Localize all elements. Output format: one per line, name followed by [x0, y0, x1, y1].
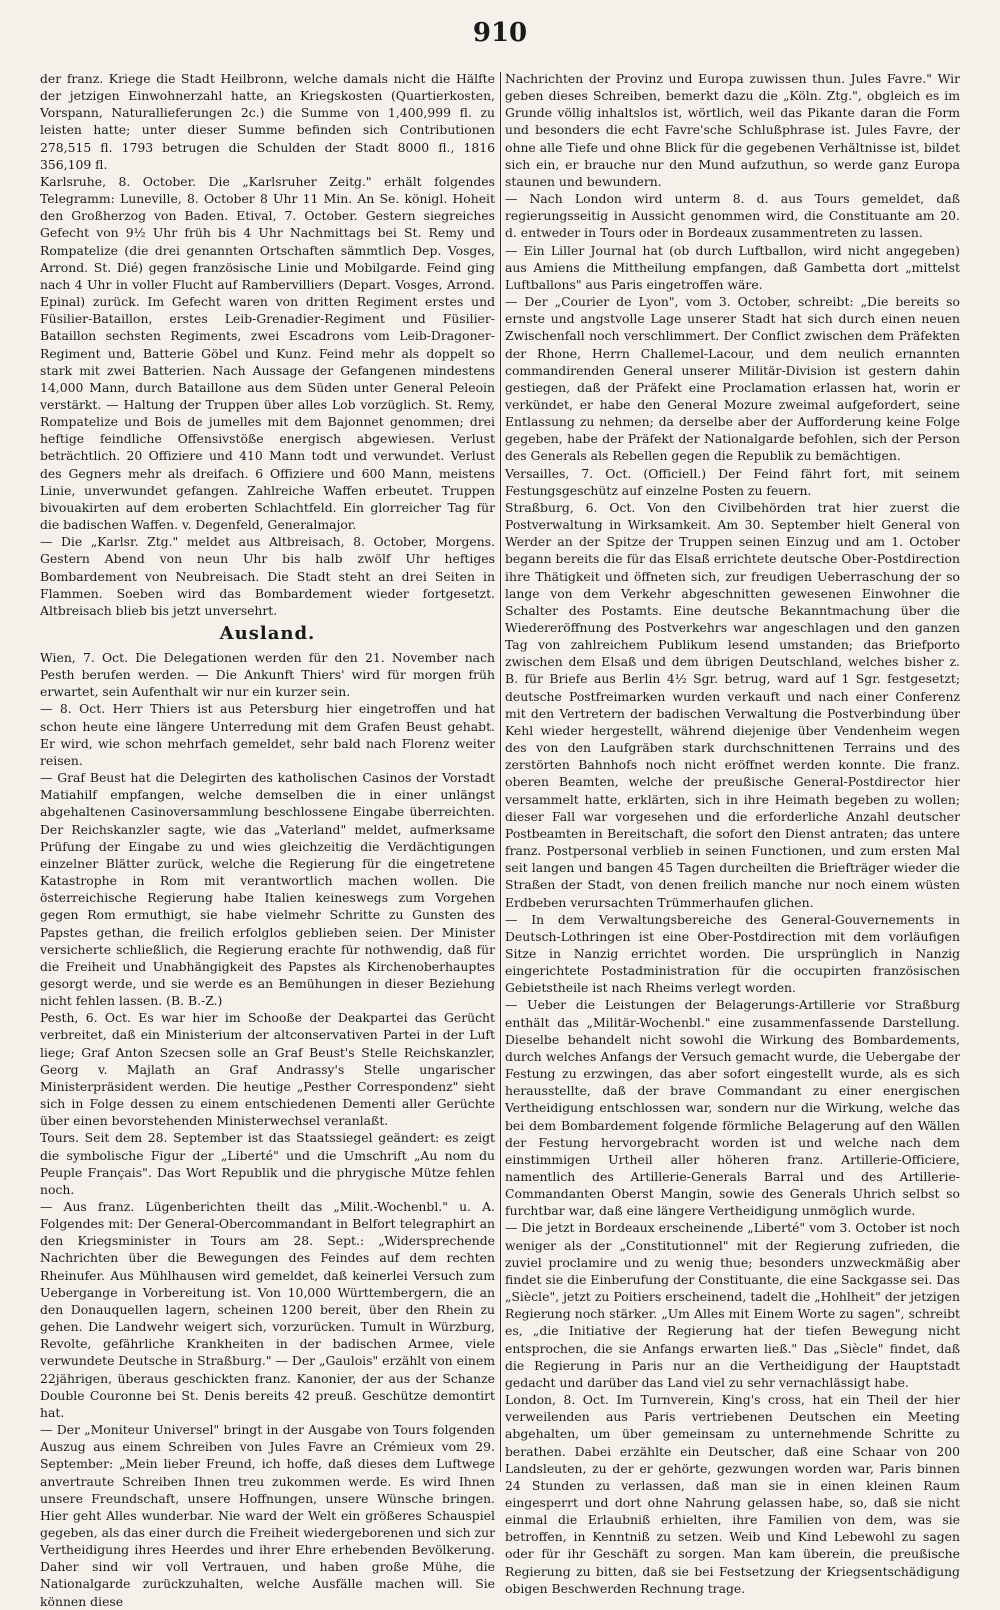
- article-paragraph: — In dem Verwaltungsbereiche des General-Gouvernements in Deutsch-Lothringen ist eine Ober-Postdirection mit dem vorläufigen Sitze in Nanzig errichtet worden. Die ursprünglich in Nanzig eingerichtete Postadministration für die occupirten französischen Gebietstheile ist nach Rheims verlegt worden.: [505, 911, 960, 996]
- section-heading: Ausland.: [219, 623, 316, 644]
- article-paragraph: der franz. Kriege die Stadt Heilbronn, welche damals nicht die Hälfte der jetzigen Einwohnerzahl hatte, an Kriegskosten (Quartierkosten, Vorspann, Naturallieferungen 2c.) die Summe von 1,400,999 fl. zu leisten hatte; unter dieser Summe befinden sich Contributionen 278,515 fl. 1793 betrugen die Schulden der Stadt 8000 fl., 1816 356,109 fl.: [40, 71, 495, 172]
- article-paragraph: — Ueber die Leistungen der Belagerungs-Artillerie vor Straßburg enthält das „Militär-Wochenbl." eine zusammenfassende Darstellung. Dieselbe behandelt nicht sowohl die Wirkung des Bombardements, durch welches Anfangs der Versuch gemacht wurde, die Uebergabe der Festung zu erzwingen, das aber sofort eingestellt wurde, als es sich herausstellte, daß der brave Commandant zu einer energischen Vertheidigung entschlossen war, sondern nur die Wirkung, welche das bei dem Bombardement folgende förmliche Belagerung auf den Wällen der Festung hervorgebracht worden ist und welche nach dem einstimmigen Urtheil aller höheren franz. Artillerie-Officiere, namentlich des Artillerie-Generals Barral und des Artillerie-Commandanten Oberst Mangin, sowie des Generals Uhrich selbst so furchtbar war, daß eine längere Vertheidigung unmöglich wurde.: [505, 997, 960, 1219]
- page-number: 910: [472, 18, 528, 48]
- article-paragraph: — Ein Liller Journal hat (ob durch Luftballon, wird nicht angegeben) aus Amiens die Mittheilung empfangen, daß Gambetta dort „mittelst Luftballons" aus Paris eingetroffen wäre.: [505, 242, 960, 292]
- article-paragraph: Karlsruhe, 8. October. Die „Karlsruher Zeitg." erhält folgendes Telegramm: Luneville, 8. October 8 Uhr 11 Min. An Se. königl. Hoheit den Großherzog von Baden. Etival, 7. October. Gestern siegreiches Gefecht von 9½ Uhr früh bis 4 Uhr Nachmittags bei St. Remy und Rompatelize (die drei genannten Ortschaften sämmtlich Dep. Vosges, Arrond. St. Dié) gegen französische Linie und Mobilgarde. Feind ging nach 4 Uhr in voller Flucht auf Rambervilliers (Depart. Vosges, Arrond. Epinal) zurück. Im Gefecht waren von dritten Regiment erstes und Füsilier-Bataillon, erstes Leib-Grenadier-Regiment und Füsilier-Bataillon sechsten Regiments, zwei Escadrons vom Leib-Dragoner-Regiment und, Batterie Göbel und Kunz. Feind mehr als doppelt so stark mit zwei Batterien. Nach Aussage der Gefangenen mindestens 14,000 Mann, durch Bataillone aus dem Süden unter General Peleoin verstärkt. — Haltung der Truppen über alles Lob vorzüglich. St. Remy, Rompatelize und Bois de jumelles mit dem Bajonnet genommen; drei heftige feindliche Offensivstöße energisch abgewiesen. Verlust beträchtlich. 20 Offiziere und 410 Mann todt und verwundet. Verlust des Gegners mehr als dreifach. 6 Offiziere und 600 Mann, meistens Linie, unverwundet gefangen. Zahlreiche Waffen erbeutet. Truppen bivouakirten auf dem eroberten Schlachtfeld. Ein glorreicher Tag für die badischen Waffen. v. Degenfeld, Generalmajor.: [40, 173, 495, 533]
- article-paragraph: Straßburg, 6. Oct. Von den Civilbehörden trat hier zuerst die Postverwaltung in Wirksamkeit. Am 30. September hielt General von Werder an der Spitze der Truppen seinen Einzug und am 1. October begann bereits die für das Elsaß errichtete deutsche Ober-Postdirection ihre Thätigkeit und öffneten sich, zur freudigen Ueberraschung der so lange von dem Verkehr abgeschnitten gewesenen Einwohner die Schalter des Postamts. Eine deutsche Bekanntmachung über die Wiedereröffnung des Postverkehrs war angeschlagen und den ganzen Tag von zahlreichem Publikum lesend umstanden; das Briefporto zwischen dem Elsaß und dem übrigen Deutschland, welches bisher z. B. für Briefe aus Berlin 4½ Sgr. betrug, ward auf 1 Sgr. festgesetzt; deutsche Postfreimarken wurden verkauft und nach einer Conferenz mit den Vertretern der badischen Verwaltung die Postverbindung über Kehl wieder hergestellt, während diejenige über Vendenheim wegen des von den Laufgräben stark durchschnittenen Terrains und des zerstörten Bahnhofs noch nicht eröffnet werden konnte. Die franz. oberen Beamten, welche der preußische General-Postdirector hier versammelt hatte, erklärten, sich in ihre Heimath begeben zu wollen; dieser Fall war vorgesehen und die erforderliche Anzahl deutscher Postbeamten in Bereitschaft, die sofort den Dienst antraten; das untere franz. Postpersonal verblieb in seinen Functionen, und zum ersten Mal seit langen und bangen 45 Tagen durcheilten die Briefträger wieder die Straßen der Stadt, von denen freilich manche nur noch einem wüsten Erdbeben verursachten Trümmerhaufen glichen.: [505, 499, 960, 910]
- article-paragraph: Versailles, 7. Oct. (Officiell.) Der Feind fährt fort, mit seinem Festungsgeschütz auf einzelne Posten zu feuern.: [505, 465, 960, 498]
- article-paragraph: — Nach London wird unterm 8. d. aus Tours gemeldet, daß regierungsseitig in Aussicht genommen wird, die Constituante am 20. d. entweder in Tours oder in Bordeaux zusammentreten zu lassen.: [505, 191, 960, 241]
- article-paragraph: Pesth, 6. Oct. Es war hier im Schooße der Deakpartei das Gerücht verbreitet, daß ein Ministerium der altconservativen Partei in der Luft liege; Graf Anton Szecsen solle an Graf Beust's Stelle Reichskanzler, Georg v. Majlath an Graf Andrassy's Stelle ungarischer Ministerpräsident werden. Die heutige „Pesther Correspondenz" sieht sich in Folge dessen zu einem entschiedenen Dementi aller Gerüchte über einen bevorstehenden Ministerwechsel veranlaßt.: [40, 1010, 495, 1129]
- article-paragraph: — Graf Beust hat die Delegirten des katholischen Casinos der Vorstadt Matiahilf empfangen, welche demselben die in einer unlängst abgehaltenen Casinoversammlung beschlossene Eingabe überreichten. Der Reichskanzler sagte, wie das „Vaterland" meldet, aufmerksame Prüfung der Eingabe zu und wies gleichzeitig die Verdächtigungen einzelner Blätter zurück, welche die Regierung für die eingetretene Katastrophe in Rom mit verantwortlich machen wollen. Die österreichische Regierung habe Italien keineswegs zum Vorgehen gegen Rom ermuthigt, sie habe vielmehr Schritte zu Gunsten des Papstes gethan, die freilich erfolglos geblieben seien. Der Minister versicherte schließlich, die Regierung erachte für nothwendig, daß für die Freiheit und Unabhängigkeit des Papstes als Kirchenoberhauptes gesorgt werde, und sie werde es an Bemühungen in dieser Beziehung nicht fehlen lassen. (B. B.-Z.): [40, 770, 495, 1009]
- left-column: [40, 70, 495, 1609]
- article-paragraph: London, 8. Oct. Im Turnverein, King's cross, hat ein Theil der hier verweilenden aus Paris vertriebenen Deutschen ein Meeting abgehalten, um über gemeinsam zu unternehmende Schritte zu berathen. Dabei erzählte ein Deutscher, daß eine Schaar von 200 Landsleuten, zu der er gehörte, gezwungen worden war, Paris binnen 24 Stunden zu verlassen, daß man sie in einen kleinen Raum eingesperrt und dort ohne Nahrung gelassen habe, so, daß sie nicht einmal die Erlaubniß erhielten, ihre Familien von dem, was sie betroffen, in Kenntniß zu setzen. Weib und Kind Lebewohl zu sagen oder für ihr Geschäft zu sorgen. Man kam überein, die preußische Regierung zu bitten, daß sie bei Festsetzung der Kriegsentschädigung obigen Beschwerden Rechnung trage.: [505, 1392, 960, 1596]
- article-paragraph: — 8. Oct. Herr Thiers ist aus Petersburg hier eingetroffen und hat schon heute eine längere Unterredung mit dem Grafen Beust gehabt. Er wird, wie schon mehrfach gemeldet, sehr bald nach Florenz weiter reisen.: [40, 701, 495, 768]
- column-divider: [500, 72, 501, 1472]
- article-paragraph: — Die „Karlsr. Ztg." meldet aus Altbreisach, 8. October, Morgens. Gestern Abend von neun Uhr bis halb zwölf Uhr heftiges Bombardement von Neubreisach. Die Stadt steht an drei Seiten in Flammen. Soeben wird das Bombardement wieder fortgesetzt. Altbreisach blieb bis jetzt unversehrt.: [40, 534, 495, 618]
- article-paragraph: Tours. Seit dem 28. September ist das Staatssiegel geändert: es zeigt die symbolische Figur der „Liberté" und die Umschrift „Au nom du Peuple Français". Das Wort Republik und die phrygische Mütze fehlen noch.: [40, 1130, 495, 1197]
- article-paragraph: Wien, 7. Oct. Die Delegationen werden für den 21. November nach Pesth berufen werden. — Die Ankunft Thiers' wird für morgen früh erwartet, sein Aufenthalt wir nur ein kurzer sein.: [40, 650, 495, 700]
- article-paragraph: — Der „Courier de Lyon", vom 3. October, schreibt: „Die bereits so ernste und angstvolle Lage unserer Stadt hat sich durch einen neuen Zwischenfall noch verschlimmert. Der Conflict zwischen dem Präfekten der Rhone, Herrn Challemel-Lacour, und dem neulich ernannten commandirenden General unserer Militär-Division ist gestern dahin gestiegen, daß der Präfekt eine Proclamation erlassen hat, worin er verkündet, er habe den General Mozure zweimal aufgefordert, seine Entlassung zu nehmen; da derselbe aber der Aufforderung keine Folge gegeben, habe der Präfekt der Nationalgarde befohlen, sich der Person des Generals als Rebellen gegen die Republik zu bemächtigen.: [505, 294, 960, 464]
- right-column: [505, 70, 960, 1596]
- article-paragraph: Nachrichten der Provinz und Europa zuwissen thun. Jules Favre." Wir geben dieses Schreiben, bemerkt dazu die „Köln. Ztg.", obgleich es im Grunde völlig inhaltslos ist, wörtlich, weil das Pikante daran die Form und besonders die echt Favre'sche Schlußphrase ist. Jules Favre, der ohne alle Tiefe und ohne Blick für die gegebenen Verhältnisse ist, bildet sich ein, er brauche nur den Mund aufzuthun, so werde ganz Europa staunen und bewundern.: [505, 71, 960, 189]
- article-paragraph: — Aus franz. Lügenberichten theilt das „Milit.-Wochenbl." u. A. Folgendes mit: Der General-Obercommandant in Belfort telegraphirt an den Kriegsminister in Tours am 28. Sept.: „Widersprechende Nachrichten über die Bewegungen des Feindes auf dem rechten Rheinufer. Aus Mühlhausen wird gemeldet, daß keinerlei Versuch zum Uebergange in Vorbereitung ist. Von 10,000 Württembergern, die an den Donauquellen lagern, scheinen 1200 bereit, über den Rhein zu gehen. Die Landwehr weigert sich, vorzurücken. Tumult in Würzburg, Revolte, gefährliche Krankheiten in der badischen Armee, viele verwundete Deutsche in Straßburg." — Der „Gaulois" erzählt von einem 22jährigen, überaus geschickten franz. Kanonier, der aus der Schanze Double Couronne bei St. Denis bereits 42 preuß. Geschütze demontirt hat.: [40, 1199, 495, 1420]
- article-paragraph: — Die jetzt in Bordeaux erscheinende „Liberté" vom 3. October ist noch weniger als der „Constitutionnel" mit der Regierung zufrieden, die zuviel proclamire und zu wenig thue; besonders unzweckmäßig aber findet sie die Einberufung der Constituante, die eine Sackgasse sei. Das „Siècle", jetzt zu Poitiers erscheinend, tadelt die „Hohlheit" der jetzigen Regierung noch stärker. „Um Alles mit Einem Worte zu sagen", schreibt es, „die Initiative der Regierung hat der tiefen Bewegung nicht entsprochen, die sie Anfangs erwarten ließ." Das „Siècle" findet, daß die Regierung in Paris nur an die Vertheidigung der Hauptstadt gedacht und darüber das Land viel zu sehr vernachlässigt habe.: [505, 1220, 960, 1390]
- article-paragraph: — Der „Moniteur Universel" bringt in der Ausgabe von Tours folgenden Auszug aus einem Schreiben von Jules Favre an Crémieux vom 29. September: „Mein lieber Freund, ich hoffe, daß dieses dem Luftwege anvertraute Schreiben Ihnen treu zukommen werde. Es wird Ihnen unsere Freundschaft, unsere Hoffnungen, unsere Wünsche bringen. Hier geht Alles wunderbar. Nie ward der Welt ein größeres Schauspiel gegeben, als das einer durch die Freiheit wiedergeborenen und sich zur Vertheidigung ihres Heerdes und ihrer Ehre erhebenden Bevölkerung. Daher sind wir voll Vertrauen, und haben große Mühe, die Nationalgarde zurückzuhalten, welche Ausfälle machen will. Sie können diese: [40, 1422, 495, 1609]
